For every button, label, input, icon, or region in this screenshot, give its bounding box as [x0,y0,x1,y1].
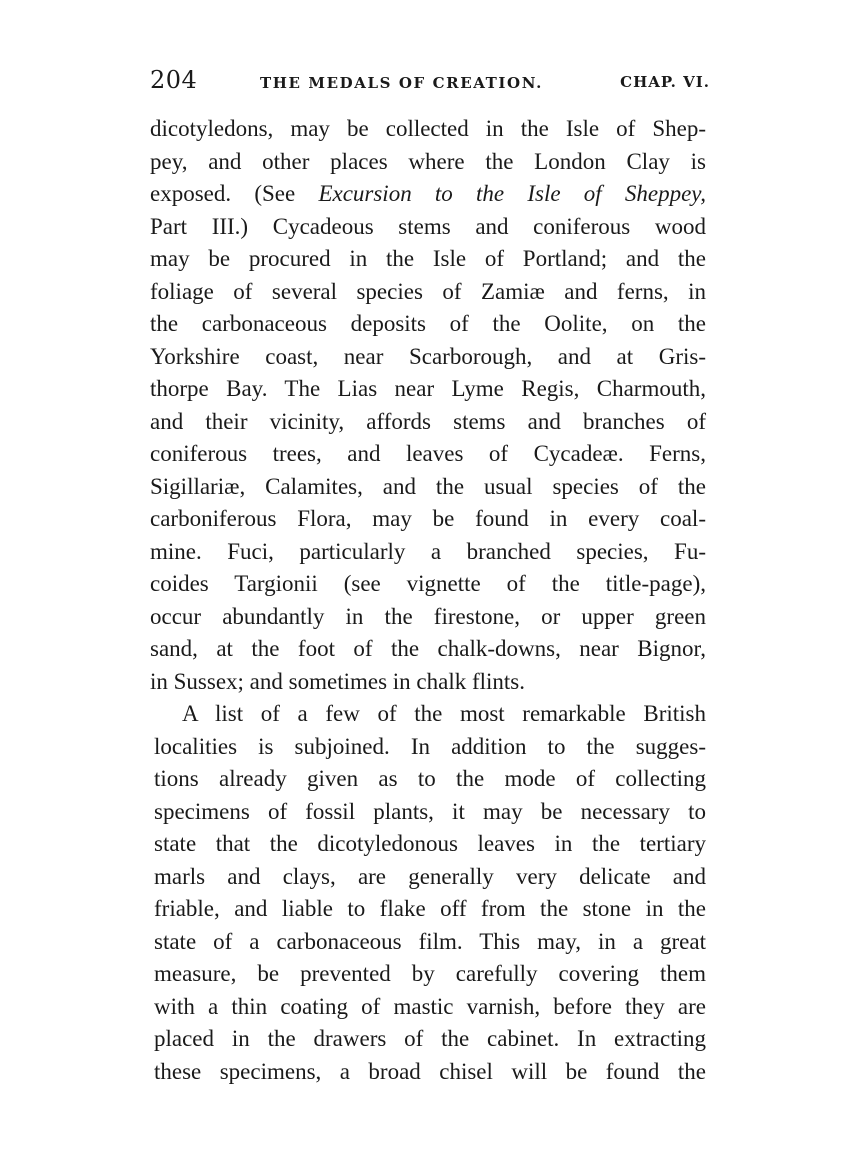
text-line: pey, and other places where the London Clay is [150,148,706,174]
text-line: thorpe Bay. The Lias near Lyme Regis, Charmouth, [150,376,706,401]
text-line: specimens of fossil plants, it may be necessary to [154,798,706,824]
text-line: occur abundantly in the firestone, or upper green [150,603,706,629]
chapter-label: CHAP. VI. [620,73,710,91]
text-line: sand, at the foot of the chalk-downs, near Bignor, [150,636,706,661]
paragraph-end-line: in Sussex; and sometimes in chalk flints. [150,668,525,694]
text-fragment: exposed. (See [150,181,319,206]
text-line: state that the dicotyledonous leaves in the tertiary [154,831,706,856]
text-line: tions already given as to the mode of collecting [154,766,706,791]
text-line: coniferous trees, and leaves of Cycadeæ. Ferns, [150,441,706,466]
text-line: Part III.) Cycadeous stems and coniferous wood [150,213,706,239]
text-line: placed in the drawers of the cabinet. In extracting [154,1026,706,1051]
paragraph-start-line: A list of a few of the most remarkable British [182,701,706,726]
running-title: THE MEDALS OF CREATION. [260,74,543,92]
text-line: carboniferous Flora, may be found in every coal- [150,506,706,531]
text-line: Sigillariæ, Calamites, and the usual species of the [150,473,706,499]
text-line: coides Targionii (see vignette of the title-page), [150,571,706,596]
text-line: these specimens, a broad chisel will be found the [154,1058,706,1084]
italic-title: Excursion to the Isle of Sheppey, [318,181,706,206]
page-header [150,66,710,100]
text-line: dicotyledons, may be collected in the Isle of Shep- [150,116,706,141]
page-number: 204 [150,66,198,94]
text-line: and their vicinity, affords stems and branches of [150,408,706,434]
body-text [150,113,706,1088]
text-line: measure, be prevented by carefully covering them [154,961,706,986]
text-line: mine. Fuci, particularly a branched species, Fu- [150,538,706,564]
text-line: with a thin coating of mastic varnish, before they are [154,993,706,1019]
text-line-italic [150,178,706,211]
text-line: Yorkshire coast, near Scarborough, and at Gris- [150,343,706,369]
text-line: state of a carbonaceous film. This may, in a great [154,928,706,954]
text-line: may be procured in the Isle of Portland; and the [150,246,706,271]
text-line: localities is subjoined. In addition to the sugges- [154,733,706,759]
text-line: friable, and liable to flake off from the stone in the [154,896,706,921]
text-line: marls and clays, are generally very delicate and [154,863,706,889]
text-line: foliage of several species of Zamiæ and ferns, in [150,278,706,304]
text-line: the carbonaceous deposits of the Oolite, on the [150,311,706,336]
